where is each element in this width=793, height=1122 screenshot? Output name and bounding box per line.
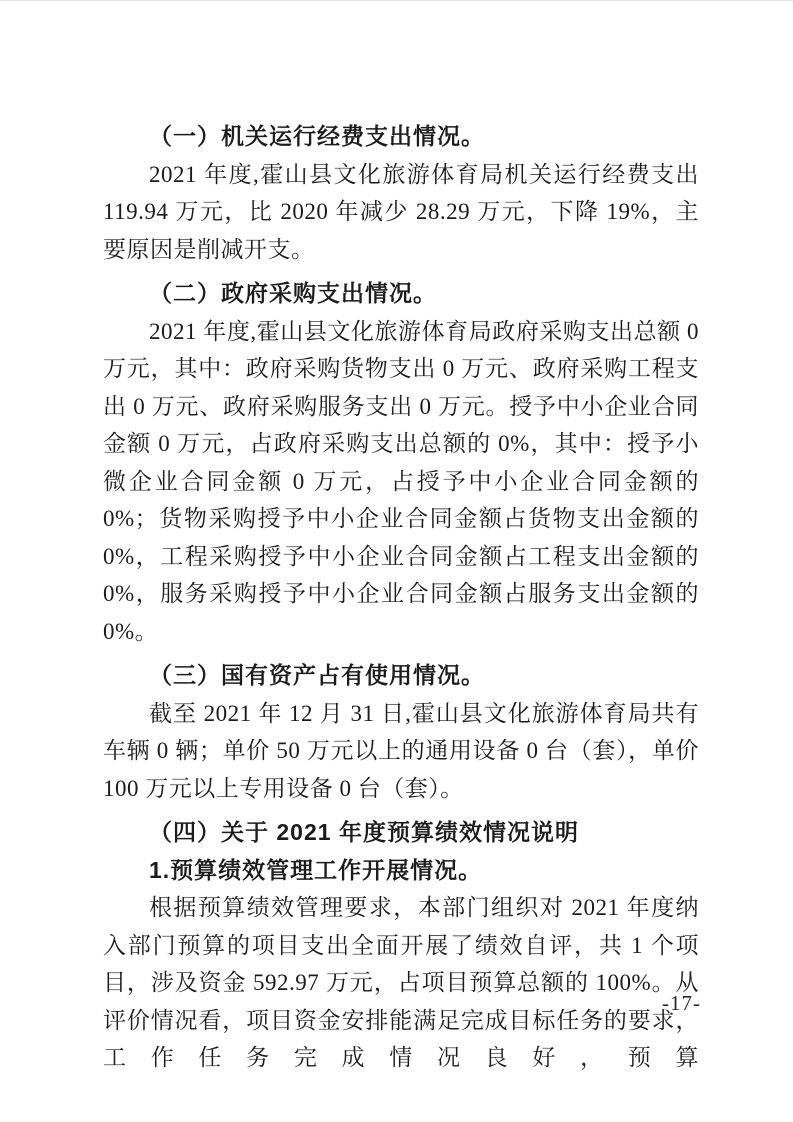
section-heading-government-procurement: （二）政府采购支出情况。 bbox=[149, 280, 437, 306]
document-body bbox=[103, 111, 699, 1077]
subsection-heading-performance-management: 1.预算绩效管理工作开展情况。 bbox=[149, 856, 483, 883]
paragraph-government-procurement: 2021 年度,霍山县文化旅游体育局政府采购支出总额 0 万元，其中：政府采购货物支出 0 万元、政府采购工程支出 0 万元、政府采购服务支出 0 万元。授予中小企业合同金额 0 万元，占政府采购支出总额的 0%，其中：授予小微企业合同金额 0 万元，占授予中小企业合同金额的 0%；货物采购授予中小企业合同金额占货物支出金额的 0%，工程采购授予中小企业合同金额占工程支出金额的 0%，服务采购授予中小企业合同金额占服务支出金额的 0%。 bbox=[103, 318, 699, 644]
paragraph-performance-self-evaluation: 根据预算绩效管理要求，本部门组织对 2021 年度纳入部门预算的项目支出全面开展了绩效自评，共 1 个项目，涉及资金 592.97 万元，占项目预算总额的 100%。从评价情况看，项目资金安排能满足完成目标任务的要求，工作任务完成情况良好，预算 bbox=[103, 895, 699, 1070]
page-number: -17- bbox=[662, 991, 701, 1015]
section-heading-state-owned-assets: （三）国有资产占有使用情况。 bbox=[149, 662, 485, 688]
section-heading-budget-performance: （四）关于 2021 年度预算绩效情况说明 bbox=[149, 819, 579, 845]
paragraph-state-owned-assets: 截至 2021 年 12 月 31 日,霍山县文化旅游体育局共有车辆 0 辆；单价 50 万元以上的通用设备 0 台（套），单价 100 万元以上专用设备 0 台（套）。 bbox=[103, 700, 699, 801]
paragraph-org-operating-expense: 2021 年度,霍山县文化旅游体育局机关运行经费支出 119.94 万元，比 2020 年减少 28.29 万元，下降 19%，主要原因是削减开支。 bbox=[103, 161, 699, 262]
section-heading-org-operating-expense: （一）机关运行经费支出情况。 bbox=[149, 123, 485, 149]
